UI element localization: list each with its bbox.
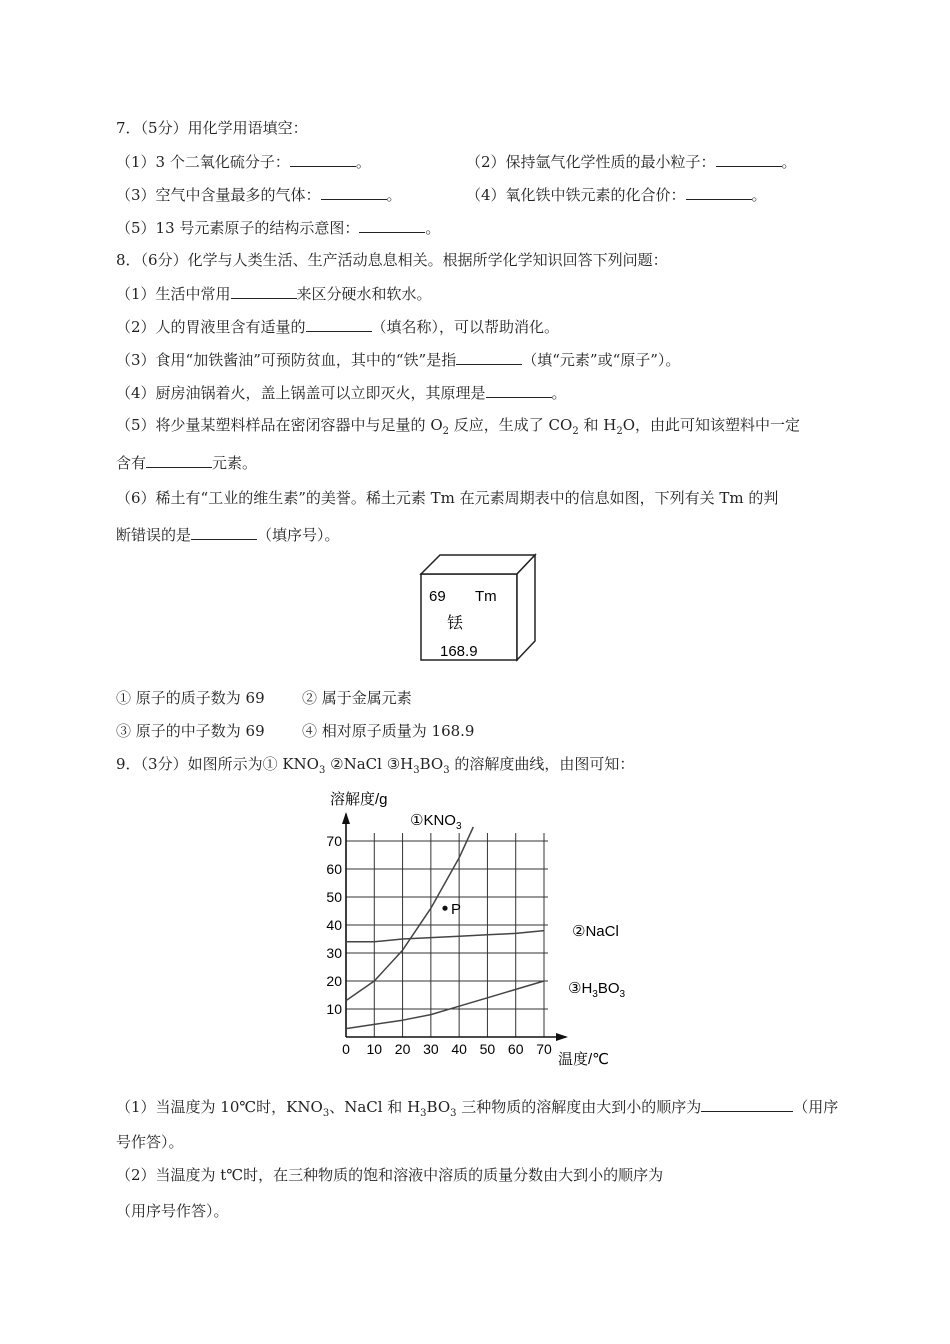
option-3: ③ 原子的中子数为 69 [116, 722, 265, 740]
solubility-chart [318, 782, 650, 1076]
y-axis-label: 溶解度/g [330, 791, 388, 808]
answer-blank[interactable] [716, 151, 782, 167]
point-p-label: P [451, 901, 462, 919]
chart-grid [346, 833, 548, 1037]
answer-blank[interactable] [359, 217, 425, 233]
q8-part6-line2: 断错误的是 （填序号）。 [116, 526, 340, 544]
option-2: ② 属于金属元素 [302, 689, 412, 707]
chart-ticks [326, 833, 552, 1057]
answer-blank[interactable] [306, 316, 372, 332]
answer-blank[interactable] [686, 184, 752, 200]
q8-part5-line1: （5）将少量某塑料样品在密闭容器中与足量的 $O_2$ 反应，生成了 $CO_2$ 和 $H_2O$，由此可知该塑料中一定 [116, 416, 800, 437]
y-tick-label: 20 [326, 973, 342, 989]
q8-part6-line1: （6）稀土有“工业的维生素”的美誉。稀土元素 Tm 在元素周期表中的信息如图，下列有关 Tm 的判 [116, 489, 779, 507]
q7-part4: （4）氧化铁中铁元素的化合价： 。 [466, 186, 767, 204]
q9-header: 9．（3分）如图所示为① $KNO_3$ ②NaCl $③H_3BO_3$ 的溶解度曲线，由图可知： [116, 755, 635, 776]
answer-blank[interactable] [321, 184, 387, 200]
q7-part2: （2）保持氩气化学性质的最小粒子： 。 [466, 153, 797, 171]
x-tick-label: 70 [536, 1041, 552, 1057]
x-tick-label: 40 [451, 1041, 467, 1057]
answer-blank[interactable] [146, 452, 212, 468]
x-tick-label: 0 [342, 1041, 350, 1057]
answer-blank[interactable] [191, 524, 257, 540]
q8-part1: （1）生活中常用 来区分硬水和软水。 [116, 285, 432, 303]
series-label-kno3: $①KNO_3$ [410, 812, 462, 832]
q7-part5: （5）13 号元素原子的结构示意图： 。 [116, 219, 441, 237]
element-name: 铥 [447, 613, 464, 632]
x-tick-label: 50 [479, 1041, 496, 1057]
answer-blank[interactable] [456, 349, 522, 365]
x-tick-label: 60 [507, 1041, 524, 1057]
x-tick-label: 30 [423, 1041, 439, 1057]
answer-blank[interactable] [290, 151, 356, 167]
x-axis-label: 温度/℃ [558, 1051, 610, 1068]
q7-header: 7．（5分）用化学用语填空： [116, 119, 308, 137]
q9-part2-line1: （2）当温度为 t℃时，在三种物质的饱和溶液中溶质的质量分数由大到小的顺序为 [116, 1166, 664, 1184]
y-axis-arrow [342, 812, 350, 824]
q8-part4: （4）厨房油锅着火，盖上锅盖可以立即灭火，其原理是 。 [116, 384, 567, 402]
q8-part3: （3）食用“加铁酱油”可预防贫血，其中的“铁”是指 （填“元素”或“原子”）。 [116, 351, 681, 369]
answer-blank[interactable] [486, 382, 552, 398]
answer-blank[interactable] [701, 1096, 793, 1112]
series-nacl-line [346, 931, 544, 942]
q9-part2-line2: （用序号作答）。 [116, 1202, 229, 1220]
option-1: ① 原子的质子数为 69 [116, 689, 265, 707]
cube-side-face [517, 555, 535, 660]
q7-part1: （1）3 个二氧化硫分子： 。 [116, 153, 371, 171]
option-4: ④ 相对原子质量为 168.9 [302, 722, 475, 740]
x-tick-label: 10 [366, 1041, 383, 1057]
y-tick-label: 70 [326, 833, 342, 849]
element-symbol: Tm [475, 588, 497, 605]
q8-header: 8．（6分）化学与人类生活、生产活动息息相关。根据所学化学知识回答下列问题： [116, 251, 668, 269]
cube-top-face [421, 555, 535, 574]
y-tick-label: 40 [326, 917, 342, 933]
element-mass: 168.9 [440, 643, 478, 660]
q7-part3: （3）空气中含量最多的气体： 。 [116, 186, 402, 204]
q8-part5-line2: 含有 元素。 [116, 454, 258, 472]
y-tick-label: 30 [326, 945, 342, 961]
x-axis-arrow [556, 1033, 568, 1041]
answer-blank[interactable] [231, 283, 297, 299]
y-tick-label: 10 [326, 1001, 342, 1017]
chart-series [346, 827, 544, 1029]
y-tick-label: 60 [326, 861, 342, 877]
series-h3bo3-line [346, 981, 544, 1029]
point-p-marker [442, 906, 447, 911]
q9-part1-line2: 号作答）。 [116, 1133, 184, 1151]
series-label-h3bo3: $③H_3BO_3$ [568, 980, 626, 1000]
element-number: 69 [429, 588, 446, 605]
series-label-nacl: ②NaCl [572, 923, 619, 940]
x-tick-label: 20 [394, 1041, 411, 1057]
element-cube-figure [410, 552, 542, 666]
q9-part1-line1: （1）当温度为 10℃时，$KNO_3$、NaCl 和 $H_3BO_3$ 三种物质的溶解度由大到小的顺序为 （用序 [116, 1098, 839, 1119]
y-tick-label: 50 [326, 889, 342, 905]
q8-part2: （2）人的胃液里含有适量的 （填名称），可以帮助消化。 [116, 318, 560, 336]
